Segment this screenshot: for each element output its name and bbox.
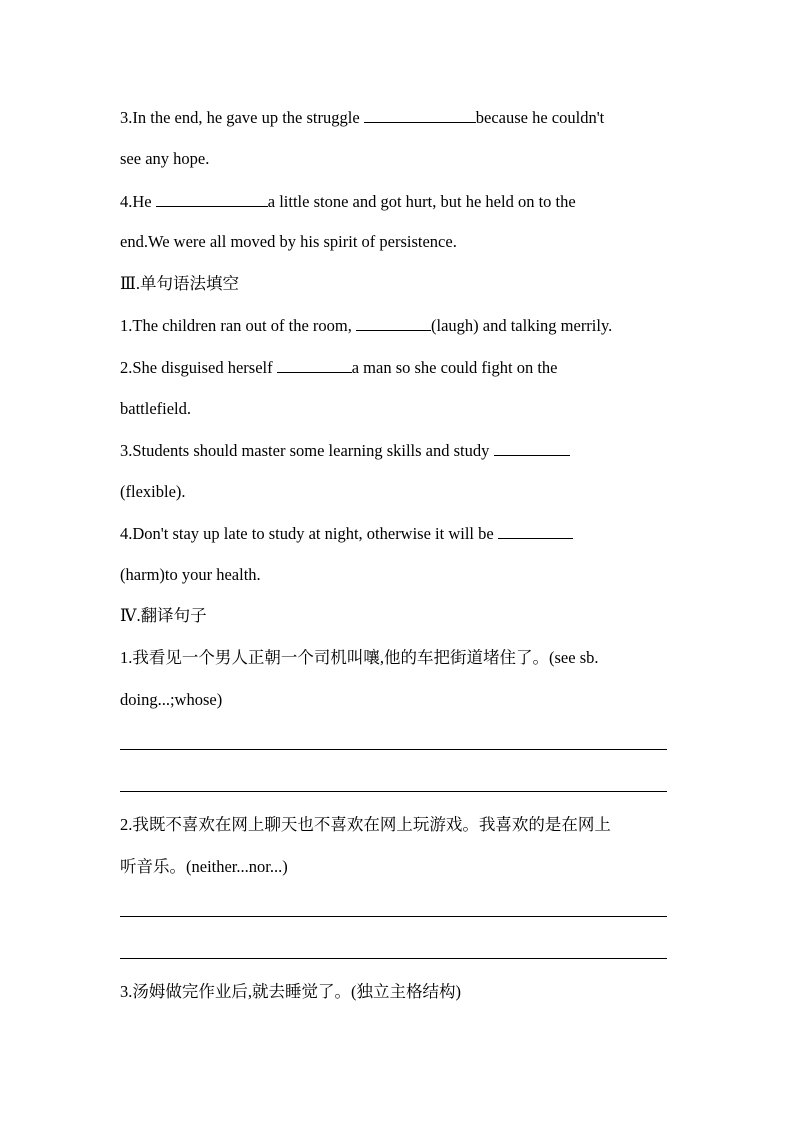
s2-item4-line2: end.We were all moved by his spirit of persistence. <box>120 232 457 251</box>
s2-item3-line1 <box>120 107 674 128</box>
s3-item3-before: 3.Students should master some learning skills and study <box>120 441 494 460</box>
s3-item3-line1 <box>120 440 674 461</box>
s3-item2-before: 2.She disguised herself <box>120 358 277 377</box>
s2-item3-blank[interactable] <box>364 107 476 123</box>
s3-item1-before: 1.The children ran out of the room, <box>120 316 356 335</box>
section4-heading: Ⅳ.翻译句子 <box>120 606 207 625</box>
s4-item2-line1: 2.我既不喜欢在网上聊天也不喜欢在网上玩游戏。我喜欢的是在网上 <box>120 815 611 834</box>
s4-item3-line1: 3.汤姆做完作业后,就去睡觉了。(独立主格结构) <box>120 982 461 1001</box>
s2-item3-before: 3.In the end, he gave up the struggle <box>120 108 364 127</box>
s3-item3-blank[interactable] <box>494 440 570 456</box>
s3-item4-line1 <box>120 523 674 544</box>
s2-item4-blank[interactable] <box>156 191 268 207</box>
s3-item2-line1 <box>120 357 674 378</box>
s3-item4-before: 4.Don't stay up late to study at night, otherwise it will be <box>120 524 498 543</box>
s3-item1-line1 <box>120 315 674 336</box>
s3-item2-after: a man so she could fight on the <box>351 358 558 377</box>
s3-item3-line2: (flexible). <box>120 482 186 501</box>
s2-item4-after: a little stone and got hurt, but he held on to the <box>267 192 576 211</box>
s3-item4-line2: (harm)to your health. <box>120 565 261 584</box>
s4-item1-line2: doing...;whose) <box>120 690 223 709</box>
s3-item2-blank[interactable] <box>277 357 352 373</box>
s3-item1-blank[interactable] <box>356 315 431 331</box>
s4-item1-answer-line-2[interactable] <box>120 791 667 792</box>
s3-item2-line2: battlefield. <box>120 399 192 418</box>
s4-item2-answer-line-1[interactable] <box>120 916 667 917</box>
s2-item4-before: 4.He <box>120 192 156 211</box>
s3-item1-after: (laugh) and talking merrily. <box>430 316 613 335</box>
s4-item1-line1: 1.我看见一个男人正朝一个司机叫嚷,他的车把街道堵住了。(see sb. <box>120 648 599 667</box>
s2-item3-line2: see any hope. <box>120 149 210 168</box>
s4-item2-answer-line-2[interactable] <box>120 958 667 959</box>
section3-heading: Ⅲ.单句语法填空 <box>120 274 240 293</box>
s2-item3-after: because he couldn't <box>475 108 605 127</box>
s2-item4-line1 <box>120 191 674 212</box>
s4-item1-answer-line-1[interactable] <box>120 749 667 750</box>
s3-item4-blank[interactable] <box>498 523 573 539</box>
s4-item2-line2: 听音乐。(neither...nor...) <box>120 857 288 876</box>
